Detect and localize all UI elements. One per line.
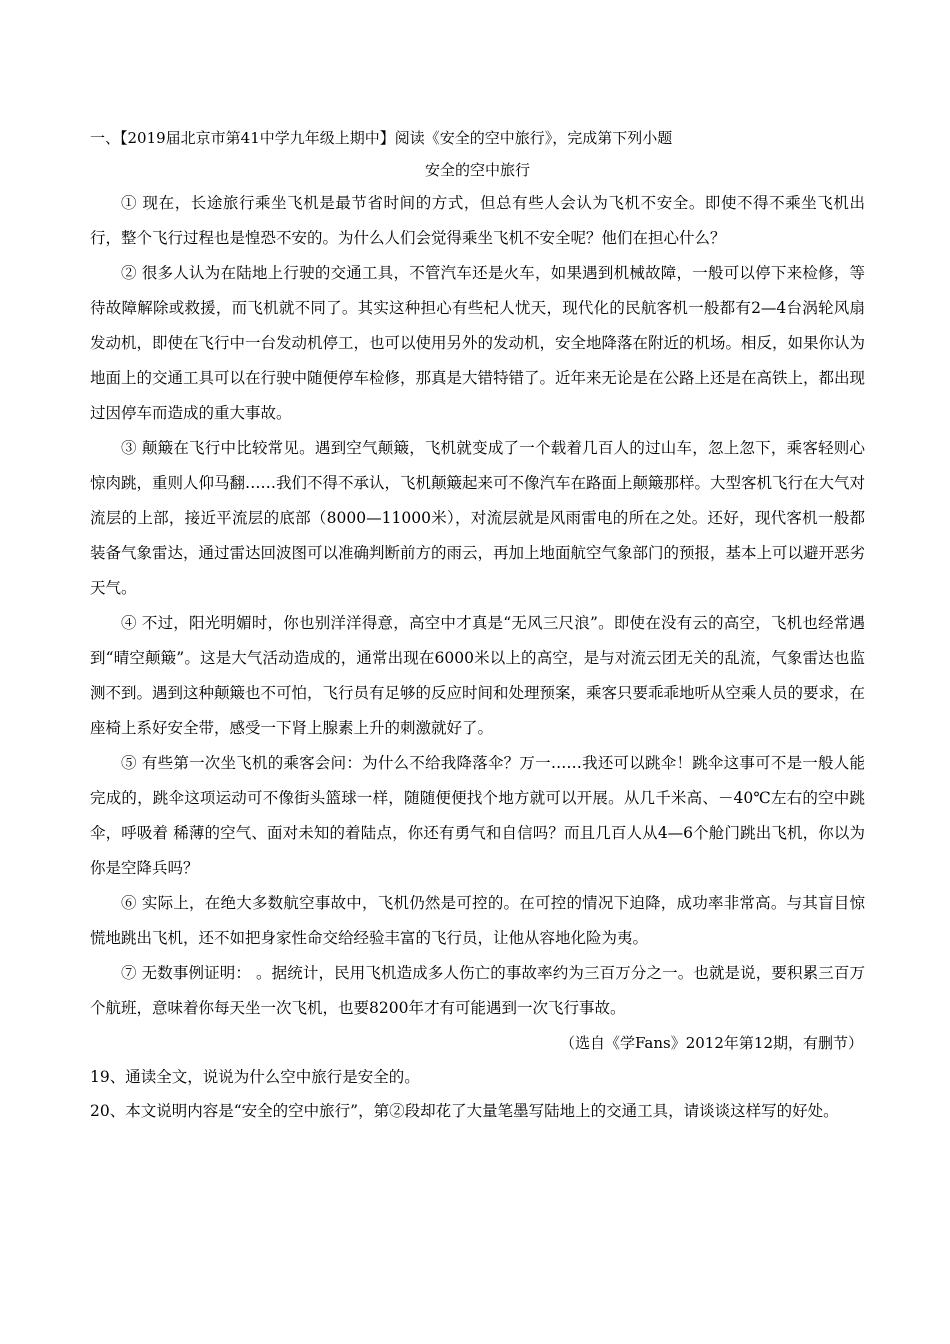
paragraph-7: ⑦ 无数事例证明： 。据统计，民用飞机造成多人伤亡的事故率约为三百万分之一。也就是说，要积累三百万个航班，意味着你每天坐一次飞机，也要8200年才有可能遇到一次飞行事故。 [90,964,865,1017]
paragraph-4: ④ 不过，阳光明媚时，你也别洋洋得意，高空中才真是“无风三尺浪”。即使在没有云的高空，飞机也经常遇到“晴空颠簸”。这是大气活动造成的，通常出现在6000米以上的高空，是与对流云团无关的乱流，气象雷达也监测不到。遇到这种颠簸也不可怕，飞行员有足够的反应时间和处理预案，乘客只要乖乖地听从空乘人员的要求，在座椅上系好安全带，感受一下肾上腺素上升的刺激就好了。 [90,614,866,737]
article-source: （选自《学Fans》2012年第12期，有删节） [560,1034,863,1052]
exam-header: 一、【2019届北京市第41中学九年级上期中】阅读《安全的空中旅行》，完成第下列小题 [90,129,673,147]
article-body [90,186,865,1026]
question-list [90,1060,865,1128]
paragraph-6: ⑥ 实际上，在绝大多数航空事故中，飞机仍然是可控的。在可控的情况下迫降，成功率非常高。与其盲目惊慌地跳出飞机，还不如把身家性命交给经验丰富的飞行员，让他从容地化险为夷。 [90,894,865,947]
paragraph-1: ① 现在，长途旅行乘坐飞机是最节省时间的方式，但总有些人会认为飞机不安全。即使不得不乘坐飞机出行，整个飞行过程也是惶恐不安的。为什么人们会觉得乘坐飞机不安全呢？他们在担心什么？ [90,194,865,247]
article-title: 安全的空中旅行 [424,161,530,179]
question-19: 19、通读全文，说说为什么空中旅行是安全的。 [90,1068,420,1086]
paragraph-2: ② 很多人认为在陆地上行驶的交通工具，不管汽车还是火车，如果遇到机械故障，一般可以停下来检修，等待故障解除或救援，而飞机就不同了。其实这种担心有些杞人忧天，现代化的民航客机一般都有2—4台涡轮风扇发动机，即使在飞行中一台发动机停工，也可以使用另外的发动机，安全地降落在附近的机场。相反，如果你认为地面上的交通工具可以在行驶中随便停车检修，那真是大错特错了。近年来无论是在公路上还是在高铁上，都出现过因停车而造成的重大事故。 [90,264,866,422]
question-20: 20、本文说明内容是“安全的空中旅行”，第②段却花了大量笔墨写陆地上的交通工具，请谈谈这样写的好处。 [90,1102,839,1120]
paragraph-3: ③ 颠簸在飞行中比较常见。遇到空气颠簸，飞机就变成了一个载着几百人的过山车，忽上忽下，乘客轻则心惊肉跳，重则人仰马翻……我们不得不承认，飞机颠簸起来可不像汽车在路面上颠簸那样。大型客机飞行在大气对流层的上部，接近平流层的底部（8000—11000米），对流层就是风雨雷电的所在之处。还好，现代客机一般都装备气象雷达，通过雷达回波图可以准确判断前方的雨云，再加上地面航空气象部门的预报，基本上可以避开恶劣天气。 [90,439,866,597]
document-page [90,122,865,1128]
paragraph-5: ⑤ 有些第一次坐飞机的乘客会问：为什么不给我降落伞？万一……我还可以跳伞！跳伞这事可不是一般人能完成的，跳伞这项运动可不像街头篮球一样，随随便便找个地方就可以开展。从几千米高、－40℃左右的空中跳伞，呼吸着 稀薄的空气、面对未知的着陆点，你还有勇气和自信吗？而且几百人从4—6个舱门跳出飞机，你以为你是空降兵吗？ [90,754,865,877]
